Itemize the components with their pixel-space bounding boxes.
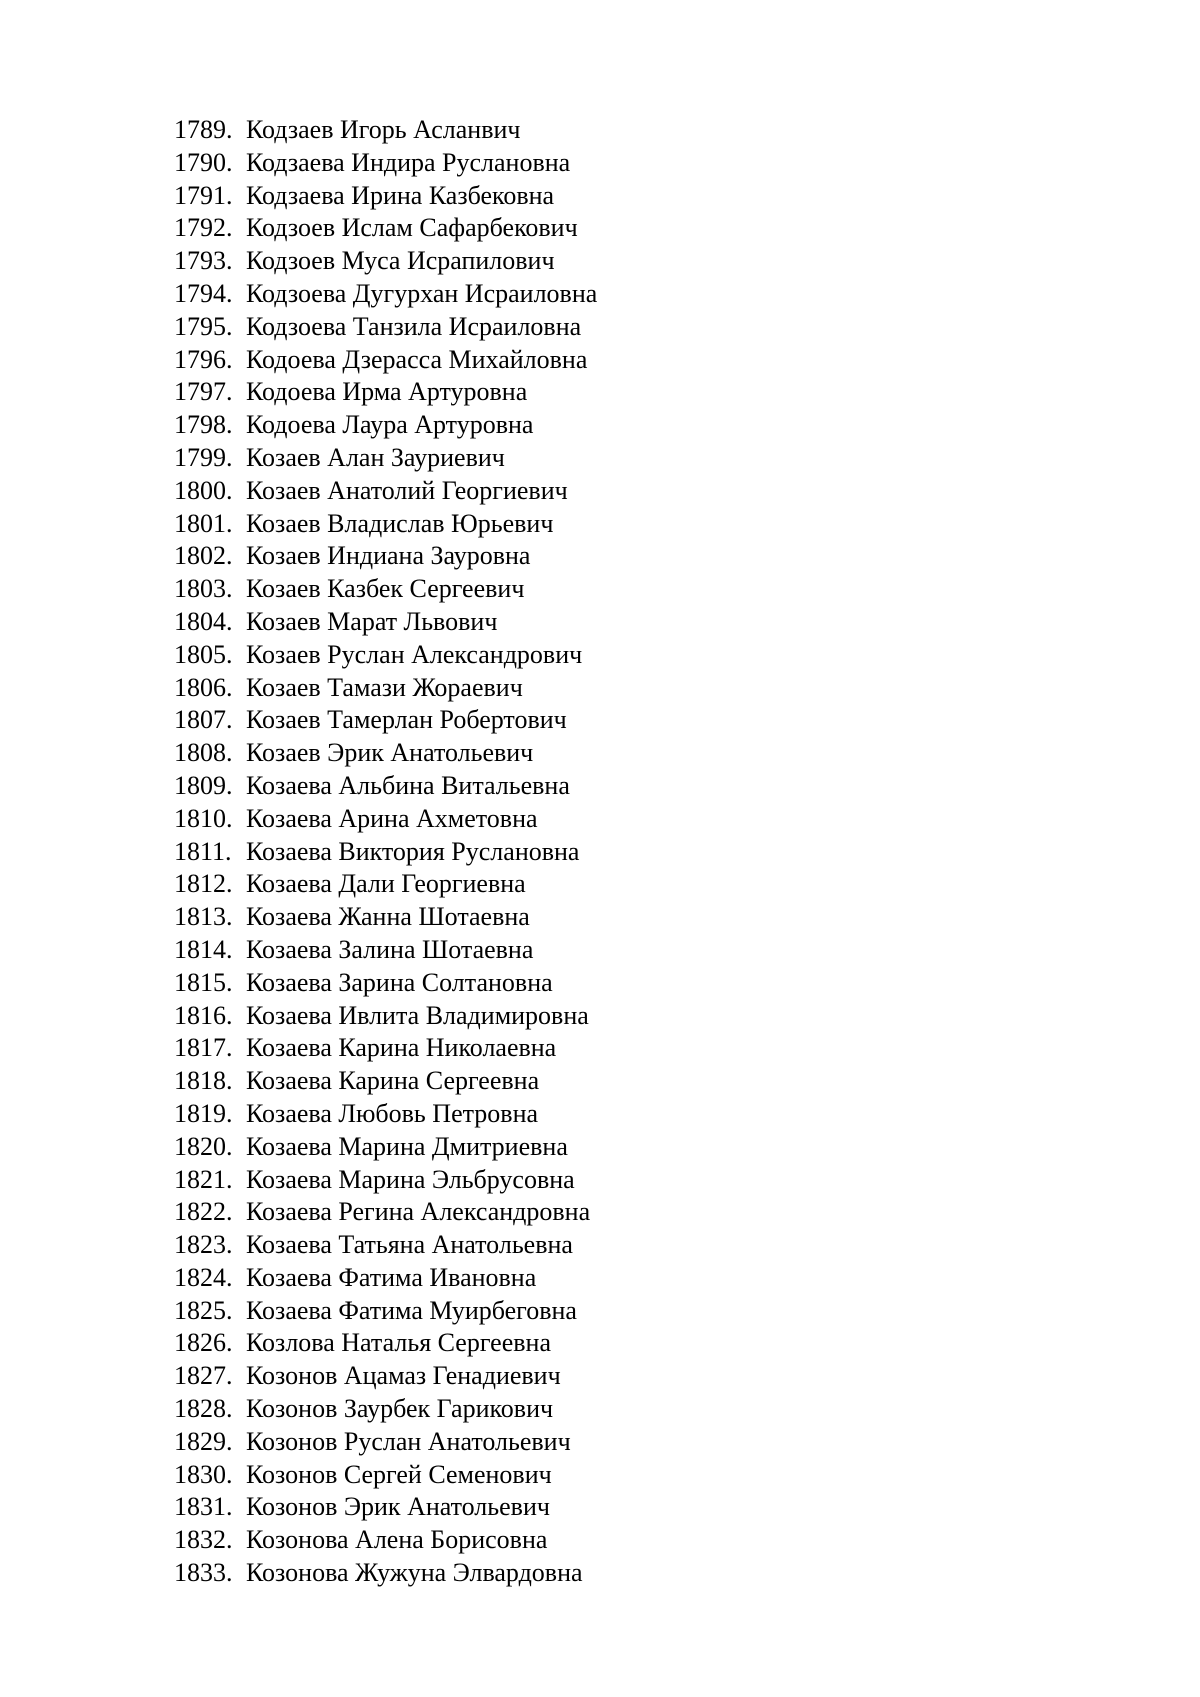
entry-number: 1796.: [174, 344, 233, 374]
entry-number: 1829.: [174, 1426, 233, 1456]
entry-name: Козлова Наталья Сергеевна: [246, 1328, 551, 1358]
list-item: [174, 836, 597, 869]
list-item: [174, 212, 597, 245]
entry-name: Козаева Виктория Руслановна: [246, 836, 580, 866]
list-item: [174, 409, 597, 442]
list-item: [174, 704, 597, 737]
entry-number: 1809.: [174, 770, 233, 800]
list-item: [174, 672, 597, 705]
entry-name: Козаева Карина Николаевна: [246, 1033, 557, 1063]
entry-number: 1797.: [174, 377, 233, 407]
entry-number: 1811.: [174, 836, 232, 866]
entry-name: Кодзоева Дугурхан Исраиловна: [246, 278, 598, 308]
entry-number: 1814.: [174, 934, 233, 964]
entry-number: 1822.: [174, 1197, 233, 1227]
entry-name: Козаева Карина Сергеевна: [246, 1066, 540, 1096]
entry-number: 1798.: [174, 410, 233, 440]
entry-number: 1790.: [174, 147, 233, 177]
list-item: [174, 770, 597, 803]
entry-name: Козонов Эрик Анатольевич: [246, 1492, 550, 1522]
entry-number: 1799.: [174, 442, 233, 472]
list-item: [174, 803, 597, 836]
entry-name: Козаев Алан Зауриевич: [246, 442, 505, 472]
entry-number: 1828.: [174, 1394, 233, 1424]
entry-name: Козаев Тамази Жораевич: [246, 672, 523, 702]
entry-number: 1793.: [174, 246, 233, 276]
entry-name: Кодоева Ирма Артуровна: [246, 377, 528, 407]
entry-name: Козаева Татьяна Анатольевна: [246, 1230, 573, 1260]
entry-number: 1816.: [174, 1000, 233, 1030]
list-item: [174, 1196, 597, 1229]
entry-number: 1830.: [174, 1459, 233, 1489]
entry-name: Козонов Ацамаз Генадиевич: [246, 1361, 561, 1391]
entry-number: 1795.: [174, 311, 233, 341]
list-item: [174, 540, 597, 573]
list-item: [174, 475, 597, 508]
entry-number: 1815.: [174, 967, 233, 997]
entry-number: 1831.: [174, 1492, 233, 1522]
entry-name: Кодоева Дзерасса Михайловна: [246, 344, 588, 374]
entry-name: Козонова Алена Борисовна: [246, 1525, 548, 1555]
entry-number: 1825.: [174, 1295, 233, 1325]
entry-number: 1805.: [174, 639, 233, 669]
entry-number: 1792.: [174, 213, 233, 243]
entry-name: Кодзаев Игорь Асланвич: [246, 115, 521, 144]
entry-number: 1832.: [174, 1525, 233, 1555]
list-item: [174, 1164, 597, 1197]
entry-name: Козаева Фатима Ивановна: [246, 1262, 537, 1292]
entry-number: 1821.: [174, 1164, 233, 1194]
entry-number: 1812.: [174, 869, 233, 899]
entry-name: Кодзаева Индира Руслановна: [246, 147, 571, 177]
list-item: [174, 147, 597, 180]
entry-name: Козаев Руслан Александрович: [246, 639, 583, 669]
entry-number: 1803.: [174, 574, 233, 604]
entry-number: 1791.: [174, 180, 233, 210]
entry-name: Кодзоев Муса Исрапилович: [246, 246, 555, 276]
list-item: [174, 639, 597, 672]
entry-name: Козаев Казбек Сергеевич: [246, 574, 525, 604]
entry-name: Козаева Альбина Витальевна: [246, 770, 570, 800]
list-item: [174, 1459, 597, 1492]
entry-name: Козаева Любовь Петровна: [246, 1098, 539, 1128]
entry-name: Кодоева Лаура Артуровна: [246, 410, 534, 440]
entry-number: 1801.: [174, 508, 233, 538]
entry-name: Козаева Залина Шотаевна: [246, 934, 534, 964]
list-item: [174, 573, 597, 606]
entry-number: 1806.: [174, 672, 233, 702]
entry-name: Кодзоева Танзила Исраиловна: [246, 311, 582, 341]
entry-number: 1833.: [174, 1558, 233, 1588]
entry-number: 1789.: [174, 115, 233, 144]
list-item: [174, 245, 597, 278]
entry-name: Кодзоев Ислам Сафарбекович: [246, 213, 578, 243]
entry-name: Козаев Эрик Анатольевич: [246, 738, 534, 768]
entry-name: Козаев Владислав Юрьевич: [246, 508, 554, 538]
entry-name: Козаева Марина Дмитриевна: [246, 1131, 568, 1161]
entry-number: 1808.: [174, 738, 233, 768]
entry-name: Козаева Дали Георгиевна: [246, 869, 526, 899]
list-item: [174, 344, 597, 377]
entry-name: Козаева Марина Эльбрусовна: [246, 1164, 575, 1194]
entry-number: 1824.: [174, 1262, 233, 1292]
entry-name: Козаева Зарина Солтановна: [246, 967, 553, 997]
entry-name: Кодзаева Ирина Казбековна: [246, 180, 555, 210]
entry-number: 1823.: [174, 1230, 233, 1260]
entry-name: Козаев Индиана Зауровна: [246, 541, 531, 571]
entry-name: Козонов Руслан Анатольевич: [246, 1426, 571, 1456]
list-item: [174, 1229, 597, 1262]
list-item: [174, 508, 597, 541]
list-item: [174, 1491, 597, 1524]
entry-number: 1813.: [174, 902, 233, 932]
entry-name: Козаев Марат Львович: [246, 606, 498, 636]
entry-number: 1819.: [174, 1098, 233, 1128]
list-item: [174, 1032, 597, 1065]
entry-name: Козаева Фатима Муирбеговна: [246, 1295, 577, 1325]
name-list: [174, 114, 597, 1590]
entry-number: 1802.: [174, 541, 233, 571]
list-item: [174, 1393, 597, 1426]
list-item: [174, 1000, 597, 1033]
entry-name: Козаева Арина Ахметовна: [246, 803, 538, 833]
list-item: [174, 737, 597, 770]
entry-number: 1804.: [174, 606, 233, 636]
list-item: [174, 1262, 597, 1295]
list-item: [174, 967, 597, 1000]
entry-number: 1826.: [174, 1328, 233, 1358]
entry-name: Козаева Регина Александровна: [246, 1197, 591, 1227]
list-item: [174, 114, 597, 147]
list-item: [174, 180, 597, 213]
entry-name: Козонов Заурбек Гарикович: [246, 1394, 554, 1424]
list-item: [174, 901, 597, 934]
entry-name: Козаева Ивлита Владимировна: [246, 1000, 589, 1030]
list-item: [174, 311, 597, 344]
list-item: [174, 278, 597, 311]
list-item: [174, 1524, 597, 1557]
list-item: [174, 1360, 597, 1393]
list-item: [174, 1327, 597, 1360]
entry-number: 1820.: [174, 1131, 233, 1161]
list-item: [174, 1557, 597, 1590]
list-item: [174, 1295, 597, 1328]
list-item: [174, 442, 597, 475]
entry-name: Козаев Анатолий Георгиевич: [246, 475, 568, 505]
list-item: [174, 1426, 597, 1459]
list-item: [174, 868, 597, 901]
entry-number: 1794.: [174, 278, 233, 308]
entry-number: 1827.: [174, 1361, 233, 1391]
entry-name: Козаева Жанна Шотаевна: [246, 902, 530, 932]
entry-number: 1807.: [174, 705, 233, 735]
entry-number: 1810.: [174, 803, 233, 833]
entry-number: 1800.: [174, 475, 233, 505]
entry-name: Козонов Сергей Семенович: [246, 1459, 552, 1489]
list-item: [174, 1065, 597, 1098]
list-item: [174, 934, 597, 967]
list-item: [174, 606, 597, 639]
entry-name: Козаев Тамерлан Робертович: [246, 705, 567, 735]
entry-number: 1818.: [174, 1066, 233, 1096]
entry-name: Козонова Жужуна Элвардовна: [246, 1558, 583, 1588]
list-item: [174, 1098, 597, 1131]
entry-number: 1817.: [174, 1033, 233, 1063]
list-item: [174, 376, 597, 409]
list-item: [174, 1131, 597, 1164]
